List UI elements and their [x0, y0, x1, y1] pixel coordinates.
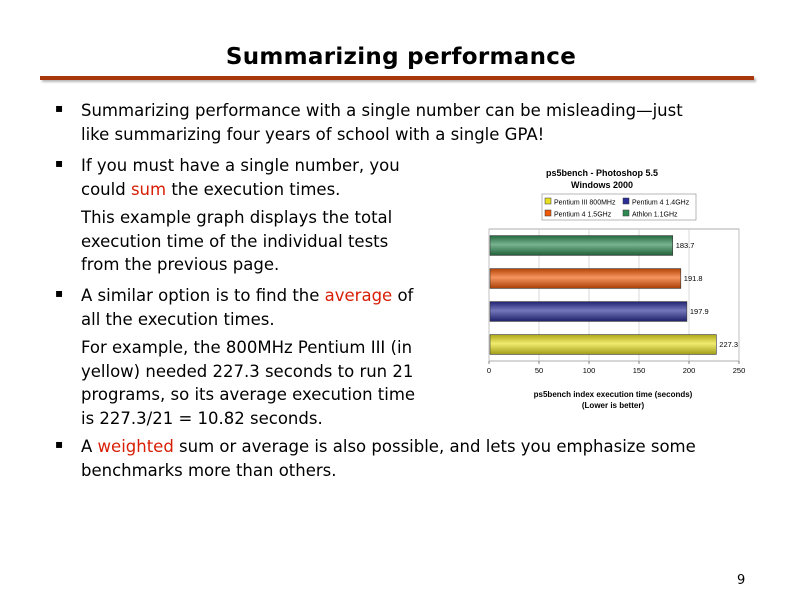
x-tick-label: 50 — [534, 366, 544, 375]
bullet-1-line-2: like summarizing four years of school with a single GPA! — [81, 124, 545, 144]
paragraph-2-line-1: For example, the 800MHz Pentium III (in — [81, 338, 413, 357]
legend-entry: Pentium 4 1.5GHz — [554, 211, 612, 219]
highlight-average: average — [324, 286, 393, 305]
paragraph-1-line-3: from the previous page. — [81, 255, 280, 274]
bar-value-label: 197.9 — [689, 307, 709, 316]
bullet-4-line-1-pre: A — [81, 437, 98, 456]
bar — [490, 236, 673, 256]
bullet-2-line-1: If you must have a single number, you — [81, 156, 400, 175]
plot-area — [487, 229, 745, 375]
bullet-2-line-2 — [81, 178, 400, 202]
bar — [490, 269, 681, 289]
bar-value-label: 227.3 — [719, 340, 739, 349]
bar-chart — [478, 160, 760, 415]
paragraph-2-line-2: yellow) needed 227.3 seconds to run 21 — [81, 361, 414, 381]
chart-title: ps5bench - Photoshop 5.5 — [545, 168, 659, 178]
x-axis-label: ps5bench index execution time (seconds) — [533, 390, 693, 399]
bullet-3-line-1-post: of — [392, 286, 414, 305]
legend-entry: Pentium 4 1.4GHz — [632, 199, 690, 207]
bullet-marker: ▪ — [55, 156, 64, 170]
paragraph-1-line-2: execution time of the individual tests — [81, 231, 389, 251]
chart-subtitle: Windows 2000 — [571, 180, 633, 190]
bar — [490, 302, 687, 322]
x-tick-label: 0 — [486, 366, 492, 375]
legend-entry: Athlon 1.1GHz — [632, 211, 678, 219]
highlight-weighted: weighted — [97, 437, 174, 456]
bullet-3-line-2: all the execution times. — [81, 309, 275, 329]
paragraph-2-line-3: programs, so its average execution time — [81, 385, 416, 404]
legend-entry: Pentium III 800MHz — [554, 199, 616, 207]
paragraph-2 — [81, 336, 415, 430]
bullet-3-text — [81, 284, 413, 331]
bullet-marker: ▪ — [55, 101, 64, 115]
bullet-2-text — [81, 154, 400, 201]
bullet-3-line-1-pre: A similar option is to find the — [81, 286, 325, 305]
highlight-sum: sum — [130, 179, 167, 199]
page-number: 9 — [737, 573, 746, 588]
legend-swatch — [623, 210, 629, 216]
legend-swatch — [545, 210, 551, 216]
bullet-4-text — [81, 435, 696, 482]
bullet-2-line-2-post: the execution times. — [166, 179, 341, 199]
bullet-1-line-1: Summarizing performance with a single number can be misleading—just — [81, 101, 683, 120]
paragraph-1 — [81, 206, 392, 277]
slide-title: Summarizing performance — [225, 44, 577, 70]
bar-value-label: 191.8 — [683, 274, 703, 283]
x-tick-label: 250 — [732, 366, 746, 375]
bullet-3-line-1 — [81, 284, 413, 308]
bullet-4-line-1 — [81, 435, 696, 459]
paragraph-1-line-1: This example graph displays the total — [81, 208, 393, 227]
legend-swatch — [623, 198, 629, 204]
x-axis-note: (Lower is better) — [581, 401, 645, 410]
bullet-2-line-2-pre: could — [81, 179, 131, 199]
legend-swatch — [545, 198, 551, 204]
x-tick-label: 200 — [682, 366, 696, 375]
paragraph-2-line-4: is 227.3/21 = 10.82 seconds. — [81, 408, 323, 428]
bullet-marker: ▪ — [55, 437, 64, 451]
bullet-marker: ▪ — [55, 286, 64, 300]
chart-legend — [542, 194, 696, 220]
title-rule — [40, 76, 754, 80]
bullet-4-line-1-post: sum or average is also possible, and lets you emphasize some — [173, 437, 696, 456]
bullet-4-line-2: benchmarks more than others. — [81, 460, 337, 480]
bar — [490, 335, 716, 355]
x-tick-label: 150 — [632, 366, 646, 375]
bar-value-label: 183.7 — [675, 241, 695, 250]
bullet-1-text — [81, 99, 683, 146]
x-tick-label: 100 — [582, 366, 596, 375]
